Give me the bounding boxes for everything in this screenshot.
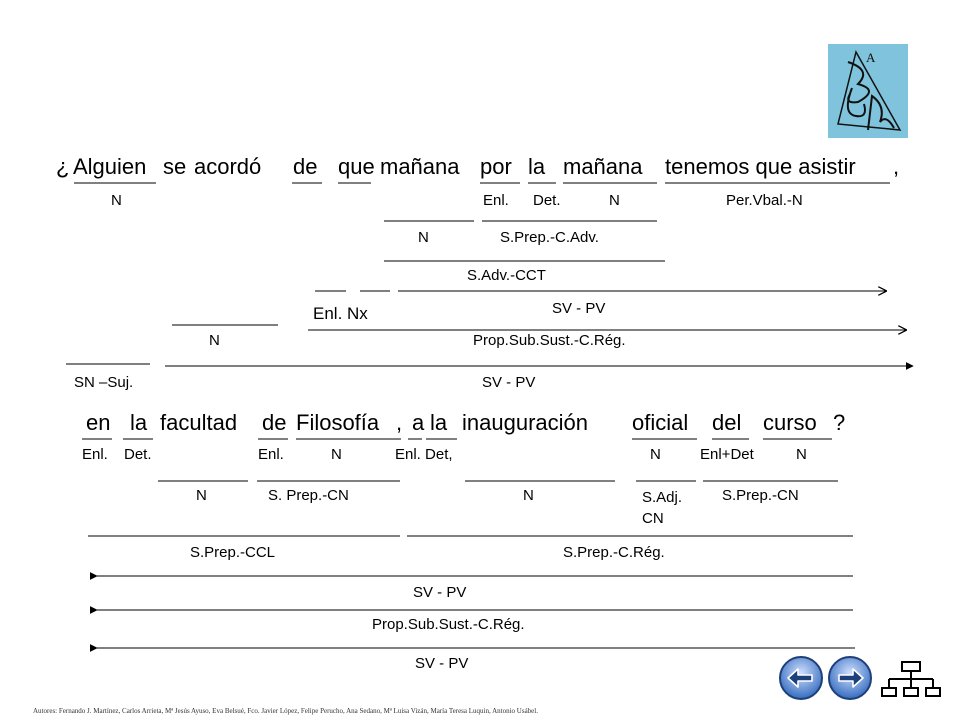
word-filosofia: Filosofía <box>296 410 380 435</box>
sitemap-icon <box>880 660 942 700</box>
label-sprep-creg: S.Prep.-C.Rég. <box>563 544 665 561</box>
index-button[interactable] <box>880 660 942 700</box>
label-sv-pv-1: SV - PV <box>413 584 467 601</box>
word-de-2: de <box>262 410 287 435</box>
label-enl-de: Enl. <box>258 446 284 463</box>
label-n-inaug: N <box>650 446 661 463</box>
label-enl-nx: Enl. Nx <box>313 304 368 323</box>
label-sprep-cn-filo: S. Prep.-CN <box>268 487 349 504</box>
label-sprep-cadv: S.Prep.-C.Adv. <box>500 229 599 246</box>
word-alguien: Alguien <box>73 154 147 179</box>
word-por: por <box>480 154 512 179</box>
label-det-la-2: Det. <box>124 446 152 463</box>
svg-text:A: A <box>866 50 876 65</box>
arrow-right-icon <box>827 655 873 701</box>
word-la-3: la <box>430 410 448 435</box>
label-n-filosofia: N <box>331 446 342 463</box>
label-enl-det-del: Enl+Det <box>700 446 754 463</box>
label-per-vbal: Per.Vbal.-N <box>726 192 803 209</box>
label-prop-sub-2: Prop.Sub.Sust.-C.Rég. <box>372 616 525 633</box>
label-enl-det-a-la: Enl. Det, <box>395 446 453 463</box>
label-sv-pv-inner: SV - PV <box>552 300 606 317</box>
word-facultad: facultad <box>160 410 238 435</box>
word-curso: curso <box>763 410 817 435</box>
word-manana-2: mañana <box>563 154 643 179</box>
label-n-facultad: N <box>196 487 207 504</box>
label-det-la: Det. <box>533 192 561 209</box>
word-oficial: oficial <box>632 410 689 435</box>
label-n-alguien: N <box>111 192 122 209</box>
label-cn: CN <box>642 510 664 527</box>
word-de: de <box>293 154 318 179</box>
label-sprep-cn-curso: S.Prep.-CN <box>722 487 799 504</box>
word-la-2: la <box>130 410 148 435</box>
label-n-manana: N <box>609 192 620 209</box>
word-inauguracion: inauguración <box>462 410 588 435</box>
word-en: en <box>86 410 111 435</box>
label-n-adv: N <box>418 229 429 246</box>
label-n-inaug-group: N <box>523 487 534 504</box>
label-sprep-ccl: S.Prep.-CCL <box>190 544 276 561</box>
word-que: que <box>338 154 375 179</box>
label-sn-suj: SN –Suj. <box>74 374 134 391</box>
sentence-2-close-mark: ? <box>833 410 846 435</box>
label-sadv-cct: S.Adv.-CCT <box>467 267 546 284</box>
sentence-1-close-mark: , <box>893 154 900 179</box>
word-tenemos-que-asistir: tenemos que asistir <box>665 154 856 179</box>
sentence-2-separator: , <box>396 410 403 435</box>
sentence-1-open-mark: ¿ <box>56 154 70 179</box>
arrow-left-icon <box>778 655 824 701</box>
label-n-curso: N <box>796 446 807 463</box>
next-slide-button[interactable] <box>827 655 873 701</box>
word-acordo: acordó <box>194 154 262 179</box>
word-manana-1: mañana <box>380 154 460 179</box>
word-a: a <box>412 410 425 435</box>
label-sadj: S.Adj. <box>642 489 683 506</box>
word-la: la <box>528 154 546 179</box>
label-sv-pv-2: SV - PV <box>415 655 469 672</box>
word-del: del <box>712 410 742 435</box>
word-se: se <box>163 154 187 179</box>
label-n-que: N <box>209 332 220 349</box>
label-sv-pv-main: SV - PV <box>482 374 536 391</box>
label-prop-sub-1: Prop.Sub.Sust.-C.Rég. <box>473 332 626 349</box>
prev-slide-button[interactable] <box>778 655 824 701</box>
label-enl-en: Enl. <box>82 446 108 463</box>
footer-authors: Autores: Fernando J. Martínez, Carlos Arrieta, Mª Jesús Ayuso, Eva Belsué, Fco. Javier López, Felipe Perucho, Ana Sedano, Mª Luisa Vizán, María Teresa Luquin, Antonio Usábel. <box>33 707 538 715</box>
label-enl-por: Enl. <box>483 192 509 209</box>
